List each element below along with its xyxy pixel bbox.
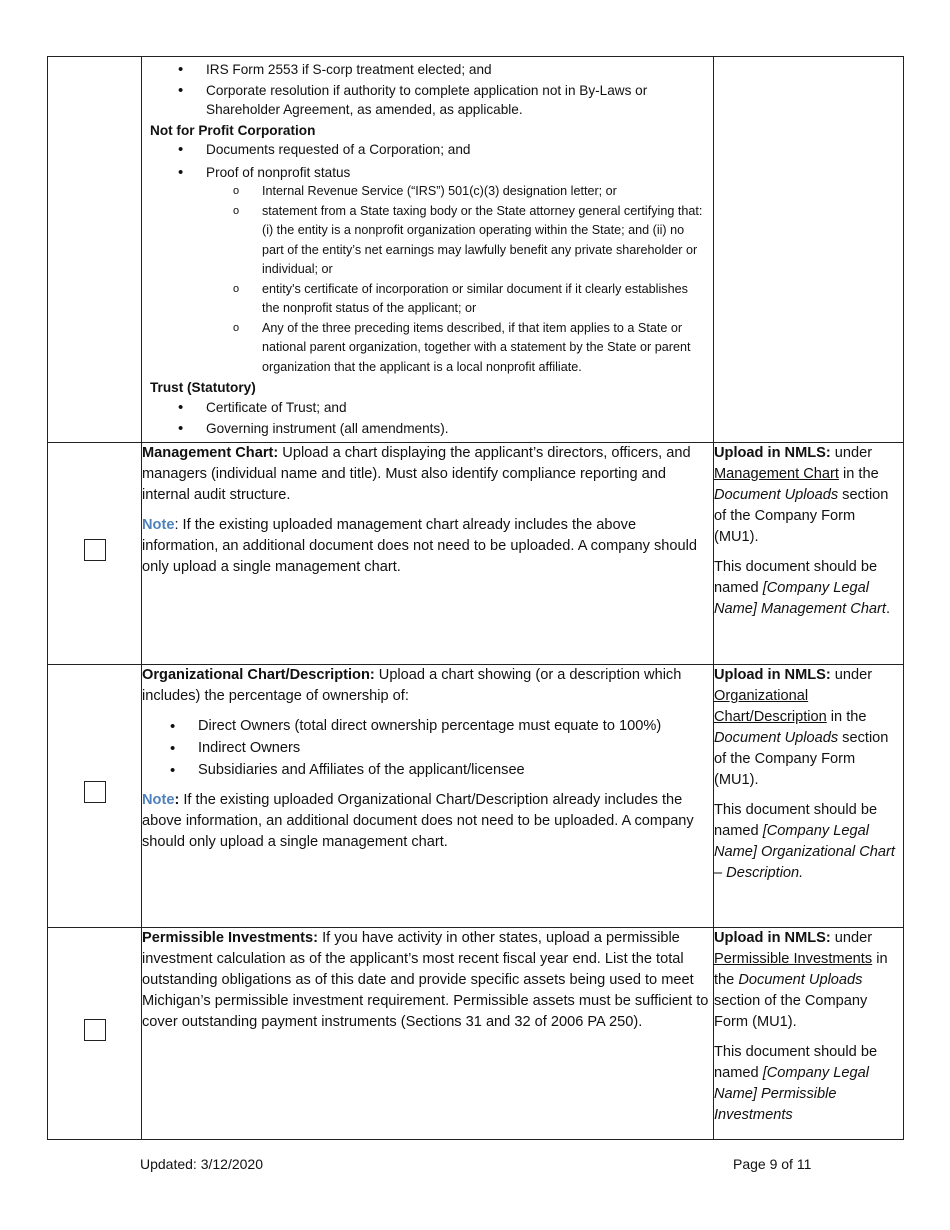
list-item: • Direct Owners (total direct ownership percentage must equate to 100%) [198,716,713,737]
management-chart-upload-instructions [714,442,904,664]
text: in the [826,708,867,725]
text: section of the Company Form (MU1). [714,729,889,788]
item-body: If you have activity in other states, upload a permissible investment calculation as of the applicant’s most recent fiscal year end. List the total outstanding obligations as of this date and provide specific assets being used to meet Michigan’s permissible investment requirement. Permissible assets must be sufficient to cover outstanding payment instruments (Sections 31 and 32 of 2006 PA 250). [142,929,709,1030]
permissible-investments-upload-instructions [714,927,904,1139]
note-label: Note [142,516,175,533]
sublist-item: o Internal Revenue Service (“IRS”) 501(c)(3) designation letter; or [262,182,705,202]
nonprofit-items-list [150,140,705,377]
list-item: • Documents requested of a Corporation; and [206,140,705,160]
naming-instruction [714,800,903,884]
sublist-item: o entity's certificate of incorporation or similar document if it clearly establishes the nonprofit status of the applicant; or [262,280,705,319]
upload-label: Upload in NMLS: [714,929,831,946]
item-title: Management Chart: [142,444,279,461]
checkbox-cell [48,664,142,927]
naming-instruction [714,557,903,620]
nonprofit-proof-sublist [150,182,705,377]
list-item: • IRS Form 2553 if S-corp treatment elected; and [206,60,705,80]
permissible-investments-description [142,927,714,1139]
document-name: [Company Legal Name] Organizational Chart – Description. [714,822,895,881]
corporation-items-list [150,60,705,120]
sublist-item: o statement from a State taxing body or the State attorney general certifying that: (i) the entity is a nonprofit organization operating within the State; and (ii) no part of the entity’s net earnings may lawfully benefit any private shareholder or individual; or [262,202,705,280]
list-item: • Governing instrument (all amendments). [206,419,705,439]
permissible-investments-row [48,927,904,1139]
upload-section-link: Organizational Chart/Description [714,687,827,725]
upload-label: Upload in NMLS: [714,444,831,461]
item-title: Permissible Investments: [142,929,319,946]
ownership-list [142,716,713,781]
checkbox-cell [48,442,142,664]
permissible-investments-text [142,928,713,1033]
upload-instruction [714,928,903,1033]
document-name: [Company Legal Name] Management Chart [714,579,886,617]
empty-instructions-cell [714,57,904,443]
note-colon: : [174,791,180,808]
upload-section-link: Management Chart [714,465,839,482]
organizational-chart-row [48,664,904,927]
list-item-text: Proof of nonprofit status [206,164,351,180]
organizational-chart-text [142,665,713,707]
section-name: Document Uploads [714,729,839,746]
upload-instruction [714,665,903,791]
upload-label: Upload in NMLS: [714,666,831,683]
trust-heading: Trust (Statutory) [150,380,256,395]
organizational-chart-description [142,664,714,927]
section-name: Document Uploads [738,971,863,988]
list-item: • Indirect Owners [198,738,713,759]
management-chart-text [142,443,713,506]
page-number: Page 9 of 11 [733,1156,812,1172]
permissible-investments-checkbox[interactable] [84,1019,106,1041]
entity-requirements-row [48,57,904,443]
text: . [885,600,891,617]
organizational-chart-upload-instructions [714,664,904,927]
document-name: [Company Legal Name] Permissible Investments [714,1064,869,1123]
text: under [830,444,873,461]
note-text: If the existing uploaded Organizational Chart/Description already includes the above information, an additional document does not need to be uploaded. A company should only upload a single management chart. [142,791,694,850]
text: This document should be named [714,558,878,596]
item-body: Upload a chart showing (or a description which includes) the percentage of ownership of: [142,666,682,704]
note-text: : If the existing uploaded management chart already includes the above information, an additional document does not need to be uploaded. A company should only upload a single management chart. [142,516,697,575]
management-chart-checkbox[interactable] [84,539,106,561]
text: in the [714,950,888,988]
text: This document should be named [714,801,878,839]
updated-date: Updated: 3/12/2020 [140,1156,263,1172]
nonprofit-heading: Not for Profit Corporation [150,122,316,138]
upload-section-link: Permissible Investments [714,950,873,967]
list-item [206,163,705,378]
document-checklist-table [47,56,904,1140]
sublist-item: o Any of the three preceding items described, if that item applies to a State or national parent organization, together with a statement by the State or parent organization that the applicant is a local nonprofit affiliate. [262,319,705,378]
management-chart-description [142,442,714,664]
text: This document should be named [714,1043,878,1081]
note-label: Note [142,791,175,808]
naming-instruction [714,1042,903,1126]
management-chart-row [48,442,904,664]
list-item: • Subsidiaries and Affiliates of the applicant/licensee [198,760,713,781]
section-name: Document Uploads [714,486,839,503]
entity-requirements-description [142,57,714,443]
list-item: • Corporate resolution if authority to complete application not in By-Laws or Shareholder Agreement, as amended, as applicable. [206,81,705,120]
text: section of the Company Form (MU1). [714,486,889,545]
organizational-chart-checkbox[interactable] [84,781,106,803]
list-item: • Certificate of Trust; and [206,398,705,418]
upload-instruction [714,443,903,548]
text: under [830,929,873,946]
trust-items-list [150,398,705,439]
checkbox-cell [48,927,142,1139]
management-chart-note [142,515,713,578]
item-body: Upload a chart displaying the applicant’s directors, officers, and managers (individual name and title). Must also identify compliance reporting and internal audit structure. [142,444,691,503]
text: in the [838,465,879,482]
text: section of the Company Form (MU1). [714,992,868,1030]
empty-checkbox-cell [48,57,142,443]
organizational-chart-note [142,790,713,853]
item-title: Organizational Chart/Description: [142,666,375,683]
text: under [830,666,873,683]
